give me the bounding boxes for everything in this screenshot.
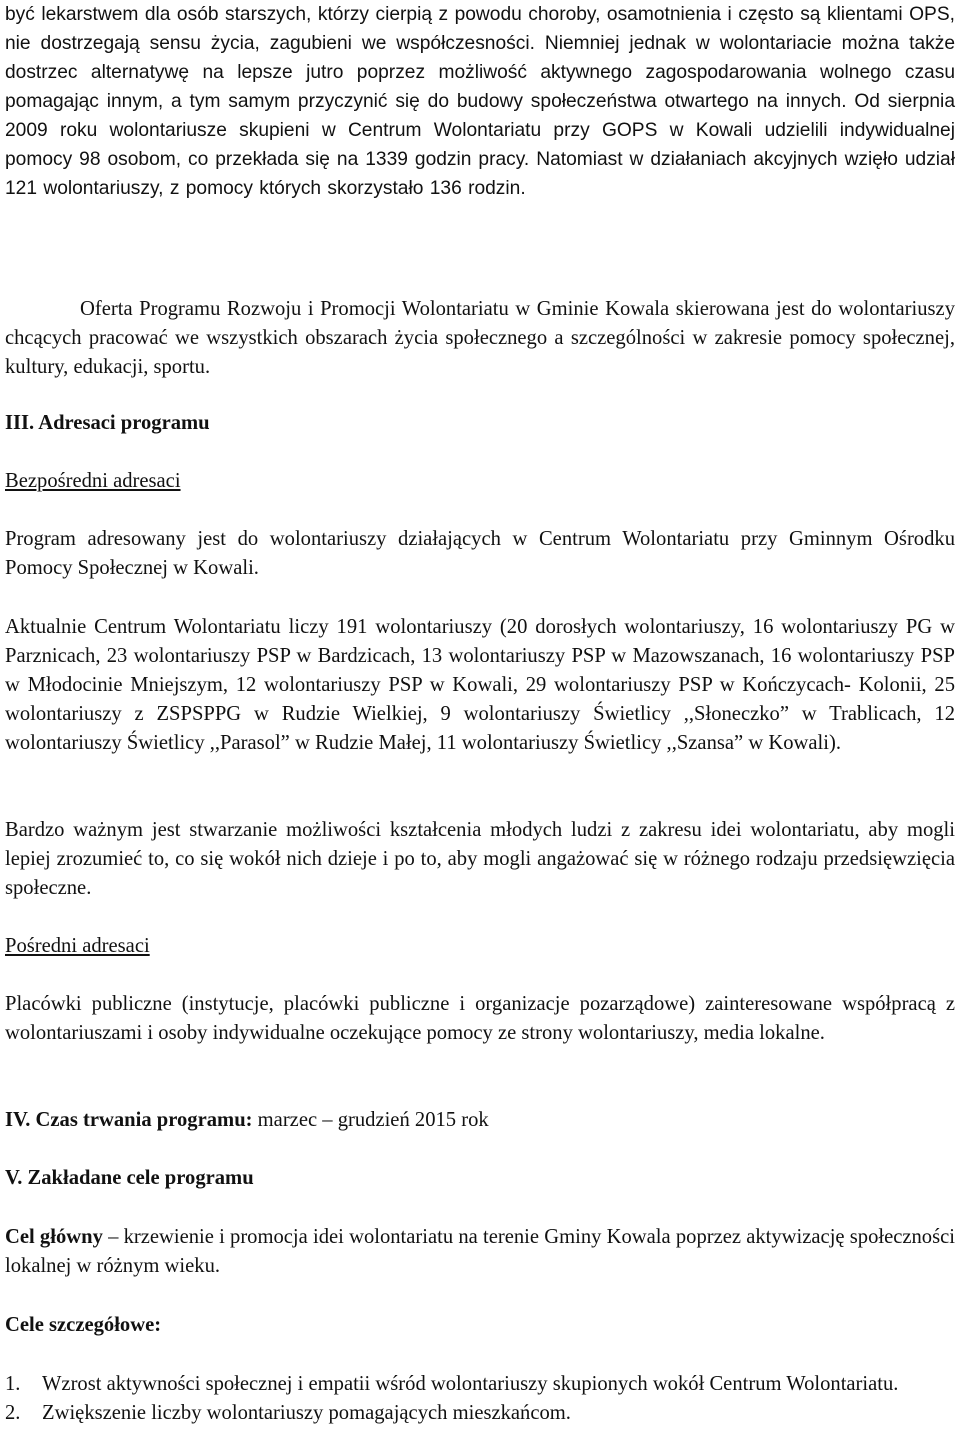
- main-goal-block: [5, 1223, 955, 1281]
- intro-paragraph: być lekarstwem dla osób starszych, którzy cierpią z powodu choroby, osamotnienia i często są klientami OPS, nie dostrzegają sensu życia, zagubieni we współczesności. Niemniej jednak w wolontariacie można także dostrzec alternatywę na lepsze jutro poprzez możliwość aktywnego zagospodarowania wolnego czasu pomagając innym, a tym samym przyczynić się do budowy społeczeństwa otwartego na innych. Od sierpnia 2009 roku wolontariusze skupieni w Centrum Wolontariatu przy GOPS w Kowali udzielili indywidualnej pomocy 98 osobom, co przekłada się na 1339 godzin pracy. Natomiast w działaniach akcyjnych wzięło udział 121 wolontariuszy, z pomocy których skorzystało 136 rodzin.: [5, 4, 955, 199]
- direct-recipients-heading-block: [5, 467, 955, 496]
- list-item-number: 2.: [5, 1402, 21, 1424]
- indirect-recipients-heading: Pośredni adresaci: [5, 935, 150, 957]
- list-item-text: Wzrost aktywności społecznej i empatii wśród wolontariuszy skupionych wokół Centrum Wolontariatu.: [42, 1373, 899, 1395]
- main-goal-text: – krzewienie i promocja idei wolontariatu na terenie Gminy Kowala poprzez aktywizację społeczności lokalnej w różnym wieku.: [5, 1226, 955, 1277]
- section-3-number: III.: [5, 412, 35, 434]
- section-5-title: V. Zakładane cele programu: [5, 1167, 254, 1189]
- detailed-goals-heading: Cele szczegółowe:: [5, 1314, 162, 1336]
- direct-recipients-text: Program adresowany jest do wolontariuszy działających w Centrum Wolontariatu przy Gminnym Ośrodku Pomocy Społecznej w Kowali.: [5, 528, 955, 579]
- section-4-value: marzec – grudzień 2015 rok: [252, 1109, 489, 1131]
- intro-paragraph-block: [5, 0, 955, 203]
- indirect-recipients-heading-block: [5, 932, 955, 961]
- indirect-recipients-text-block: [5, 990, 955, 1048]
- list-item-text: Zwiększenie liczby wolontariuszy pomagających mieszkańcom.: [42, 1402, 571, 1424]
- detailed-goals-list: [5, 1370, 955, 1428]
- direct-recipients-heading: Bezpośredni adresaci: [5, 470, 181, 492]
- oferta-paragraph-block: [5, 295, 955, 382]
- section-3-heading: [5, 409, 955, 438]
- detailed-goals-list-block: [5, 1370, 955, 1428]
- current-volunteers-text: Aktualnie Centrum Wolontariatu liczy 191 wolontariuszy (20 dorosłych wolontariuszy, 16 wolontariuszy PG w Parznicach, 23 wolontariuszy PSP w Bardzicach, 13 wolontariuszy PSP w Mazowszanach, 16 wolontariuszy PSP w Młodocinie Mniejszym, 12 wolontariuszy PSP w Kowali, 29 wolontariuszy PSP w Kończycach- Kolonii, 25 wolontariuszy z ZSPSPPG w Rudzie Wielkiej, 9 wolontariuszy Świetlicy ,,Słoneczko” w Trablicach, 12 wolontariuszy Świetlicy ,,Parasol” w Rudzie Małej, 11 wolontariuszy Świetlicy ,,Szansa” w Kowali).: [5, 616, 955, 754]
- main-goal-label: Cel główny: [5, 1226, 103, 1248]
- detailed-goals-heading-block: [5, 1311, 955, 1340]
- importance-text: Bardzo ważnym jest stwarzanie możliwości kształcenia młodych ludzi z zakresu idei wolontariatu, aby mogli lepiej zrozumieć to, co się wokół nich dzieje i po to, aby mogli angażować się w różnego rodzaju przedsięwzięcia społeczne.: [5, 819, 955, 899]
- section-4-block: [5, 1106, 955, 1135]
- direct-recipients-text-block: [5, 525, 955, 583]
- section-3-title: Adresaci programu: [38, 412, 210, 434]
- list-item-number: 1.: [5, 1373, 21, 1395]
- indirect-recipients-text: Placówki publiczne (instytucje, placówki publiczne i organizacje pozarządowe) zainteresowane współpracą z wolontariuszami i osoby indywidualne oczekujące pomocy ze strony wolontariuszy, media lokalne.: [5, 993, 955, 1044]
- oferta-paragraph: Oferta Programu Rozwoju i Promocji Wolontariatu w Gminie Kowala skierowana jest do wolontariuszy chcących pracować we wszystkich obszarach życia społecznego a szczególności w zakresie pomocy społecznej, kultury, edukacji, sportu.: [5, 298, 955, 378]
- importance-block: [5, 816, 955, 903]
- current-volunteers-block: [5, 613, 955, 758]
- section-4-label: IV. Czas trwania programu:: [5, 1109, 253, 1131]
- list-item: [5, 1399, 955, 1428]
- list-item: [5, 1370, 955, 1399]
- section-5-heading-block: [5, 1164, 955, 1193]
